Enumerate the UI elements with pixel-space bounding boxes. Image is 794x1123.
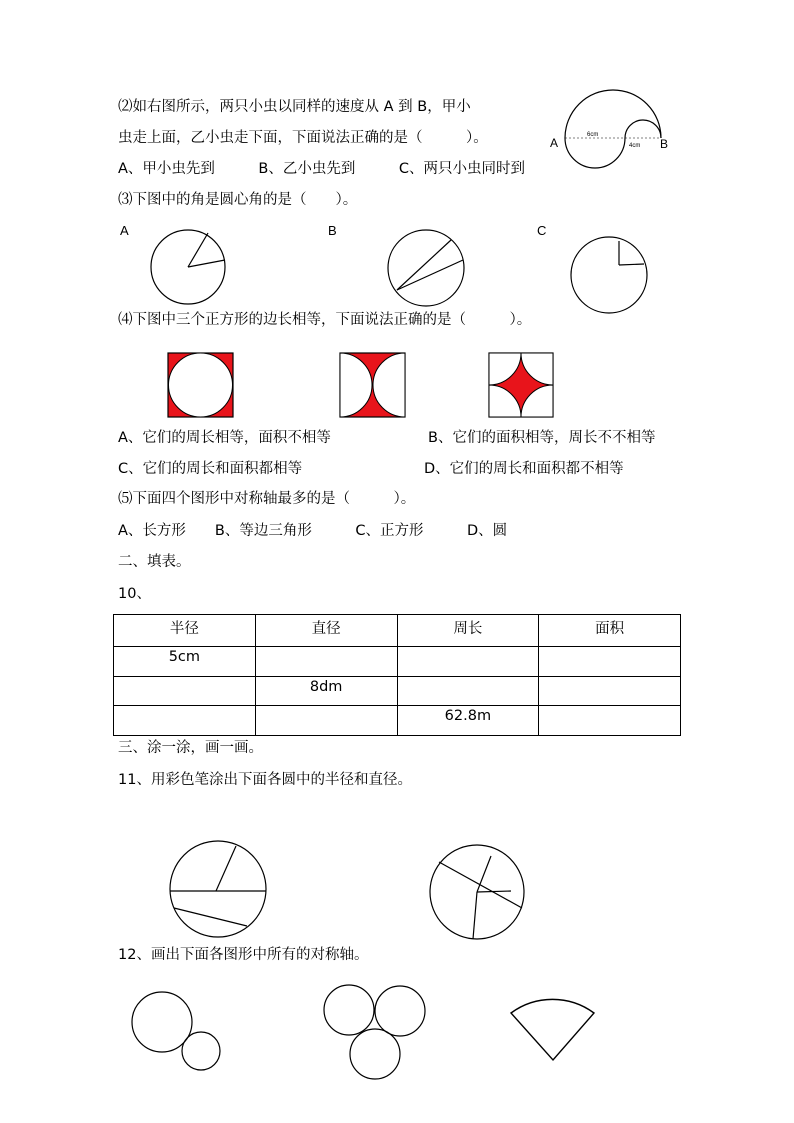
table-header-row (114, 615, 681, 647)
table-cell[interactable] (397, 646, 539, 676)
q2-dim-6cm: 6cm (587, 132, 599, 138)
q4-square-quarter-circles (488, 352, 554, 418)
table-header-area: 面积 (539, 615, 681, 647)
section3-title: 三、涂一涂，画一画。 (118, 740, 263, 756)
table-cell[interactable] (114, 706, 256, 736)
table-cell[interactable] (539, 646, 681, 676)
table-cell[interactable]: 5cm (114, 646, 256, 676)
q10-number: 10、 (118, 586, 151, 602)
q2-options: A、甲小虫先到 B、乙小虫先到 C、两只小虫同时到 (118, 161, 525, 177)
table-cell[interactable]: 62.8m (397, 706, 539, 736)
q2-line2: 虫走上面，乙小虫走下面，下面说法正确的是（ ）。 (118, 130, 488, 146)
table-cell[interactable] (397, 676, 539, 706)
q3-circle-a (150, 228, 230, 308)
q4-option-d: D、它们的周长和面积都不相等 (424, 461, 624, 477)
table-cell[interactable] (114, 676, 256, 706)
table-header-circumference: 周长 (397, 615, 539, 647)
q11-circle-right (429, 843, 525, 941)
q4-option-b: B、它们的面积相等，周长不不相等 (428, 430, 656, 446)
q12-three-circles (322, 984, 430, 1080)
q5-options: A、长方形 B、等边三角形 C、正方形 D、圆 (118, 523, 508, 539)
q2-dim-4cm: 4cm (629, 143, 641, 149)
q2-line1: ⑵如右图所示，两只小虫以同样的速度从 A 到 B，甲小 (118, 99, 471, 115)
q11-circle-left (168, 840, 268, 938)
q3-circle-c (570, 236, 650, 316)
q11-stem: 11、用彩色笔涂出下面各圆中的半径和直径。 (118, 772, 412, 788)
circle-fill-table (113, 614, 681, 736)
table-row (114, 676, 681, 706)
q4-option-c: C、它们的周长和面积都相等 (118, 461, 303, 477)
q3-label-a: A (120, 223, 129, 238)
table-row (114, 706, 681, 736)
table-cell[interactable] (255, 706, 397, 736)
q4-stem: ⑷下图中三个正方形的边长相等，下面说法正确的是（ ）。 (118, 312, 532, 328)
table-cell[interactable] (539, 676, 681, 706)
table-cell[interactable] (255, 646, 397, 676)
q12-stem: 12、画出下面各图形中所有的对称轴。 (118, 947, 369, 963)
table-header-radius: 半径 (114, 615, 256, 647)
table-cell[interactable] (539, 706, 681, 736)
q3-label-c: C (537, 223, 547, 238)
table-row (114, 646, 681, 676)
q5-stem: ⑸下面四个图形中对称轴最多的是（ ）。 (118, 491, 416, 507)
q2-label-a: A (550, 136, 559, 150)
q4-square-circle (167, 352, 235, 418)
q4-option-a: A、它们的周长相等，面积不相等 (118, 430, 331, 446)
q12-two-circles (130, 990, 225, 1072)
q2-label-b: B (660, 137, 669, 151)
q2-bug-path-figure (545, 90, 675, 155)
q3-circle-b (386, 228, 468, 310)
q3-stem: ⑶下图中的角是圆心角的是（ ）。 (118, 192, 358, 208)
table-header-diameter: 直径 (255, 615, 397, 647)
q12-sector (508, 990, 598, 1064)
q3-label-b: B (328, 223, 337, 238)
section2-title: 二、填表。 (118, 554, 191, 570)
q4-square-semicircles (339, 352, 407, 418)
table-cell[interactable]: 8dm (255, 676, 397, 706)
